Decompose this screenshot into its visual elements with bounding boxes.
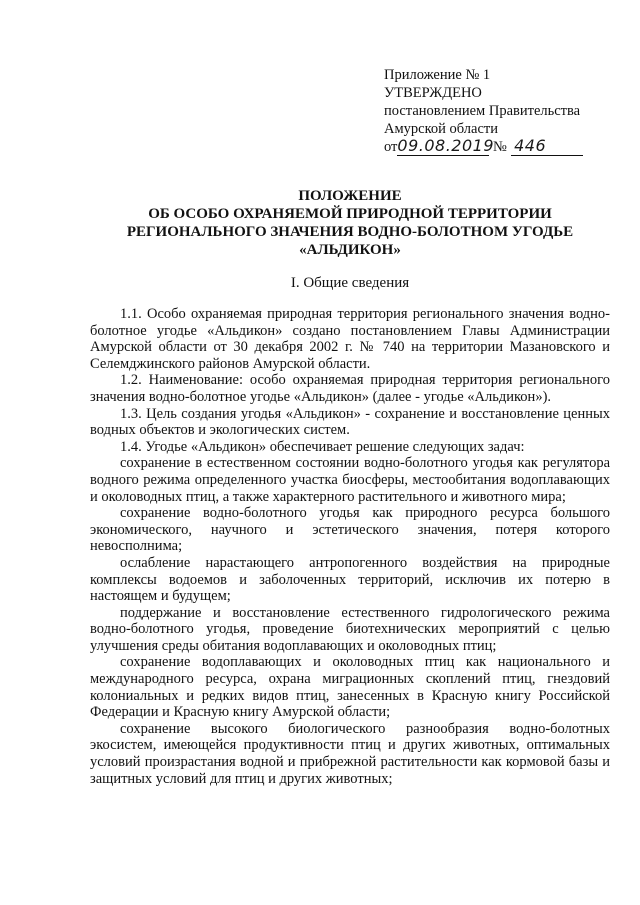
paragraph: 1.3. Цель создания угодья «Альдикон» - сохранение и восстановление ценных водных объектов и экологических систем.	[90, 405, 610, 439]
decree-label: постановлением Правительства	[384, 103, 581, 119]
title-line: ПОЛОЖЕНИЕ	[298, 188, 402, 204]
section-heading: I. Общие сведения	[290, 275, 410, 291]
title-line: «АЛЬДИКОН»	[299, 242, 401, 258]
number-field	[511, 138, 583, 156]
approved-label: УТВЕРЖДЕНО	[384, 85, 482, 101]
handwritten-number: 446	[514, 136, 547, 155]
paragraph: ослабление нарастающего антропогенного воздействия на природные комплексы водоемов и заболоченных территорий, исключив их потерю в настоящем и будущем;	[90, 554, 610, 605]
number-label: №	[493, 139, 507, 155]
title-line: РЕГИОНАЛЬНОГО ЗНАЧЕНИЯ ВОДНО-БОЛОТНОМ УГОДЬЕ	[126, 224, 574, 240]
paragraph: сохранение в естественном состоянии водно-болотного угодья как регулятора водного режима определенного участка биосферы, местообитания водоплавающих и околоводных птиц, а также характерного растительного и животного мира;	[90, 455, 610, 505]
date-prefix: от	[384, 139, 398, 155]
paragraph: поддержание и восстановление естественного гидрологического режима водно-болотного угодья, проведение биотехнических мероприятий с целью улучшения среды обитания водоплавающих и околоводных птиц;	[90, 604, 610, 654]
paragraph: 1.1. Особо охраняемая природная территория регионального значения водно-болотное угодье «Альдикон» создано постановлением Главы Администрации Амурской области от 30 декабря 2002 г. № 740 на территории Мазановского и Селемджинского районов Амурской области.	[90, 306, 610, 372]
document-body	[90, 306, 610, 787]
region-label: Амурской области	[384, 121, 498, 137]
handwritten-date: 09.08.2019	[397, 136, 495, 155]
paragraph: 1.4. Угодье «Альдикон» обеспечивает решение следующих задач:	[120, 438, 525, 455]
paragraph: 1.2. Наименование: особо охраняемая природная территория регионального значения водно-болотное угодье «Альдикон» (далее - угодье «Альдикон»).	[90, 372, 610, 405]
title-line: ОБ ОСОБО ОХРАНЯЕМОЙ ПРИРОДНОЙ ТЕРРИТОРИИ	[148, 206, 552, 222]
paragraph: сохранение водно-болотного угодья как природного ресурса большого экономического, научного и эстетического значения, потеря которого невосполнима;	[90, 505, 610, 555]
paragraph: сохранение высокого биологического разнообразия водно-болотных экосистем, имеющейся продуктивности птиц и других животных, оптимальных условий произрастания водной и прибрежной растительности как кормовой базы и защитных условий для птиц и других животных;	[90, 720, 610, 787]
document-title	[90, 187, 610, 259]
paragraph: сохранение водоплавающих и околоводных птиц как национального и международного ресурса, охрана миграционных скоплений птиц, гнездовий колониальных и редких видов птиц, занесенных в Красную книгу Российской Федерации и Красную книгу Амурской области;	[90, 654, 610, 721]
approval-block	[384, 66, 614, 156]
appendix-label: Приложение № 1	[384, 67, 491, 83]
date-field	[397, 136, 495, 156]
date-number-line	[384, 138, 614, 156]
